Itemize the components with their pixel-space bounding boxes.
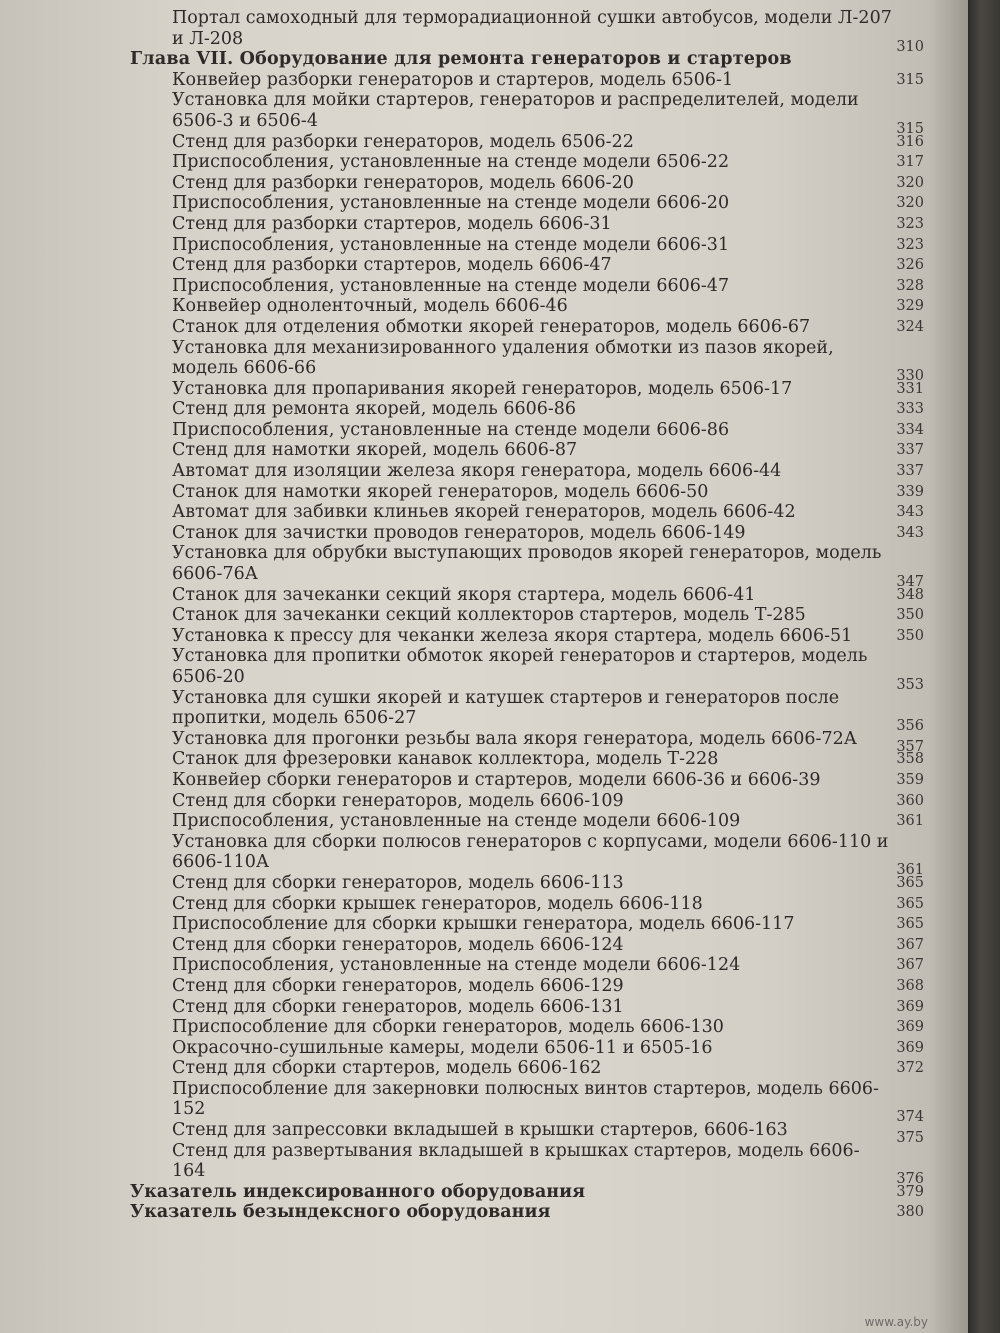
toc-entry-page: 315	[896, 120, 924, 137]
toc-entry-title: Автомат для изоляции железа якоря генератора, модель 6606-44	[172, 461, 782, 482]
toc-entry	[0, 8, 968, 55]
toc-entry	[0, 317, 968, 338]
toc-entry	[0, 173, 968, 194]
index-entry	[0, 1202, 968, 1223]
toc-entry-title: Приспособления, установленные на стенде модели 6506-22	[172, 152, 730, 173]
toc-entry-page: 323	[896, 236, 924, 253]
toc-entry-page: 353	[896, 677, 924, 693]
toc-entry-title: Конвейер сборки генераторов и стартеров, модели 6606-36 и 6606-39	[172, 769, 821, 790]
toc-entry	[0, 646, 968, 693]
toc-entry-title: Стенд для разборки генераторов, модель 6606-20	[172, 172, 634, 193]
toc-entry-title: Стенд для сборки генераторов, модель 6606-109	[172, 790, 624, 811]
toc-entry	[0, 728, 968, 755]
toc-entry-page: 320	[896, 174, 924, 191]
toc-entry-title: Установка для обрубки выступающих проводов якорей генераторов, модель 6606-76А	[172, 543, 882, 585]
toc-entry-title: Установка для прогонки резьбы вала якоря генератора, модель 6606-72А	[172, 728, 857, 749]
index-entry	[0, 1182, 968, 1203]
toc-entry-page: 331	[896, 380, 924, 397]
toc-entry-title: Глава VII. Оборудование для ремонта генераторов и стартеров	[130, 49, 792, 70]
toc-entry-page: 323	[896, 215, 924, 232]
toc-entry-page: 337	[896, 463, 924, 480]
toc-entry-title: Стенд для запрессовки вкладышей в крышки стартеров, 6606-163	[172, 1120, 788, 1141]
book-edge	[968, 0, 1000, 1333]
toc-entry-page: 369	[896, 1039, 924, 1056]
toc-entry	[0, 440, 968, 461]
toc-entry	[0, 1038, 968, 1059]
toc-entry	[0, 461, 968, 482]
toc-entry	[0, 976, 968, 997]
toc-entry-page: 326	[896, 257, 924, 274]
toc-entry	[0, 585, 968, 606]
toc-entry-title: Приспособления, установленные на стенде модели 6606-20	[172, 193, 730, 214]
toc-entry-title: Автомат для забивки клиньев якорей генераторов, модель 6606-42	[172, 502, 796, 523]
toc-entry-title: Стенд для сборки генераторов, модель 6606-113	[172, 872, 624, 893]
toc-entry-title: Приспособления, установленные на стенде модели 6606-47	[172, 275, 730, 296]
toc-entry-title: Окрасочно-сушильные камеры, модели 6506-11 и 6505-16	[172, 1037, 713, 1058]
toc-entry	[0, 605, 968, 626]
toc-entry	[0, 296, 968, 317]
toc-entry-title: Установка для мойки стартеров, генераторов и распределителей, модели 6506-3 и 6506-4	[172, 90, 859, 131]
toc-entry-page: 328	[896, 277, 924, 294]
toc-entry	[0, 502, 968, 523]
toc-entry	[0, 132, 968, 153]
toc-entry-page: 361	[896, 862, 924, 879]
toc-entry-title: Станок для намотки якорей генераторов, модель 6606-50	[172, 481, 709, 502]
toc-entry-page: 368	[896, 977, 924, 994]
toc-entry-page: 315	[896, 71, 924, 88]
toc-entry-page: 317	[896, 154, 924, 171]
toc-entry	[0, 523, 968, 544]
toc-entry-page: 375	[896, 1130, 924, 1147]
toc-entry-title: Установка для сборки полюсов генераторов с корпусами, модели 6606-110 и 6606-110А	[172, 831, 889, 873]
toc-entry	[0, 1017, 968, 1038]
toc-entry-page: 316	[896, 133, 924, 150]
toc-entry-title: Установка для пропитки обмоток якорей генераторов и стартеров, модель 6506-20	[172, 646, 868, 687]
toc-entry	[0, 1058, 968, 1079]
toc-entry-page: 350	[896, 607, 924, 624]
toc-entry	[0, 90, 968, 137]
toc-entry-title: Конвейер одноленточный, модель 6606-46	[172, 296, 568, 317]
toc-entry-page: 376	[896, 1171, 924, 1188]
toc-entry-page: 337	[896, 442, 924, 459]
toc-entry-page: 310	[896, 38, 924, 55]
toc-entry-title: Указатель индексированного оборудования	[130, 1181, 586, 1202]
toc-entry-title: Портал самоходный для терморадиационной сушки автобусов, модели Л-207 и Л-208	[172, 8, 892, 49]
toc-entry-page: 343	[896, 524, 924, 541]
toc-entry-title: Стенд для сборки генераторов, модель 6606-124	[172, 934, 624, 955]
toc-entry-page: 365	[896, 895, 924, 912]
toc-entry-title: Стенд для разборки стартеров, модель 6606-31	[172, 213, 612, 234]
toc-entry-page: 379	[896, 1183, 924, 1200]
toc-entry-title: Стенд для намотки якорей, модель 6606-87	[172, 440, 578, 461]
toc-entry-page: 374	[896, 1109, 924, 1126]
toc-entry-title: Стенд для сборки генераторов, модель 6606-129	[172, 975, 624, 996]
toc-entry	[0, 811, 968, 832]
toc-entry-page: 359	[896, 771, 924, 788]
toc-entry-title: Установка для сушки якорей и катушек стартеров и генераторов после пропитки, модель 6506-27	[172, 687, 840, 729]
toc-entry	[0, 997, 968, 1018]
watermark: www.ay.by	[864, 1315, 928, 1329]
toc-entry	[0, 1140, 968, 1188]
toc-entry-page: 329	[896, 298, 924, 315]
toc-entry-title: Приспособление для сборки генераторов, модель 6606-130	[172, 1017, 724, 1038]
toc-entry-title: Стенд для разборки стартеров, модель 6606-47	[172, 255, 612, 276]
toc-entry-page: 369	[896, 1019, 924, 1036]
toc-entry-title: Установка к прессу для чеканки железа якоря стартера, модель 6606-51	[172, 625, 853, 646]
toc-entry-page: 360	[896, 792, 924, 809]
toc-entry-page: 367	[896, 936, 924, 953]
toc-entry-page: 367	[896, 957, 924, 974]
toc-entry-title: Станок для зачеканки секций коллекторов стартеров, модель Т-285	[172, 605, 806, 626]
toc-entry	[0, 420, 968, 441]
toc-entry-title: Приспособление для закерновки полюсных винтов стартеров, модель 6606-152	[172, 1078, 879, 1120]
toc-entry	[0, 482, 968, 503]
toc-entry-title: Указатель безындексного оборудования	[130, 1202, 551, 1223]
toc-entry-title: Конвейер разборки генераторов и стартеров, модель 6506-1	[172, 69, 734, 90]
toc-entry	[0, 70, 968, 91]
toc-entry	[0, 626, 968, 647]
toc-entry-page: 343	[896, 504, 924, 521]
toc-entry-title: Стенд для разборки генераторов, модель 6506-22	[172, 131, 634, 152]
toc-entry	[0, 543, 968, 591]
toc-entry	[0, 770, 968, 791]
toc-entry	[0, 873, 968, 894]
toc-entry-title: Стенд для сборки крышек генераторов, модель 6606-118	[172, 893, 703, 914]
toc-entry-page: 324	[896, 318, 924, 335]
toc-entry	[0, 276, 968, 297]
toc-entry-title: Стенд для развертывания вкладышей в крышках стартеров, модель 6606-164	[172, 1140, 860, 1182]
toc-entry-page: 380	[896, 1204, 924, 1221]
toc-entry	[0, 214, 968, 235]
toc-entry-title: Приспособления, установленные на стенде модели 6606-86	[172, 419, 730, 440]
toc-entry-page: 320	[896, 195, 924, 212]
toc-entry-title: Станок для зачистки проводов генераторов, модель 6606-149	[172, 522, 746, 543]
toc-entry	[0, 1078, 968, 1126]
toc-entry-title: Приспособление для сборки крышки генератора, модель 6606-117	[172, 914, 795, 935]
toc-entry-title: Установка для пропаривания якорей генераторов, модель 6506-17	[172, 378, 793, 399]
toc-entry	[0, 914, 968, 935]
toc-entry-title: Стенд для сборки генераторов, модель 6606-131	[172, 996, 624, 1017]
toc-entry-title: Установка для механизированного удаления обмотки из пазов якорей, модель 6606-66	[172, 337, 834, 379]
toc-entry-title: Стенд для ремонта якорей, модель 6606-86	[172, 399, 577, 420]
toc-entry	[0, 791, 968, 812]
toc-entry	[0, 193, 968, 214]
toc-entry-page: 358	[896, 751, 924, 768]
toc-entry	[0, 955, 968, 976]
toc-entry-page: 372	[896, 1060, 924, 1077]
toc-entry-page: 365	[896, 874, 924, 891]
toc-entry-title: Станок для фрезеровки канавок коллектора, модель Т-228	[172, 749, 719, 770]
toc-entry	[0, 152, 968, 173]
toc-entry	[0, 337, 968, 385]
toc-entry-page: 361	[896, 813, 924, 830]
toc-entry	[0, 935, 968, 956]
toc-entry-title: Приспособления, установленные на стенде модели 6606-124	[172, 955, 741, 976]
toc-entry-page: 365	[896, 916, 924, 933]
toc-entry	[0, 831, 968, 879]
toc-entry-title: Приспособления, установленные на стенде модели 6606-109	[172, 811, 741, 832]
chapter-heading	[0, 49, 968, 70]
toc-entry	[0, 255, 968, 276]
toc-entry-title: Приспособления, установленные на стенде модели 6606-31	[172, 234, 730, 255]
toc-entry-page: 333	[896, 401, 924, 418]
toc-entry-title: Станок для зачеканки секций якоря стартера, модель 6606-41	[172, 584, 756, 605]
toc-entry-page: 330	[896, 368, 924, 385]
toc-entry-title: Стенд для сборки стартеров, модель 6606-162	[172, 1058, 602, 1079]
toc-entry-page: 356	[896, 718, 924, 735]
toc-entry	[0, 1120, 968, 1147]
toc-entry-title: Станок для отделения обмотки якорей генераторов, модель 6606-67	[172, 316, 811, 337]
toc-entry	[0, 379, 968, 400]
toc-entry-page: 350	[896, 627, 924, 644]
toc-entry-page: 334	[896, 421, 924, 438]
toc-entry-page: 369	[896, 998, 924, 1015]
toc-entry-page: 339	[896, 483, 924, 500]
table-of-contents	[0, 8, 968, 1223]
toc-entry	[0, 399, 968, 420]
toc-entry	[0, 235, 968, 256]
toc-entry-page: 347	[896, 574, 924, 591]
toc-entry	[0, 749, 968, 770]
toc-entry	[0, 894, 968, 915]
toc-entry	[0, 687, 968, 735]
toc-entry-page: 357	[896, 738, 924, 755]
toc-entry-page: 348	[896, 586, 924, 603]
